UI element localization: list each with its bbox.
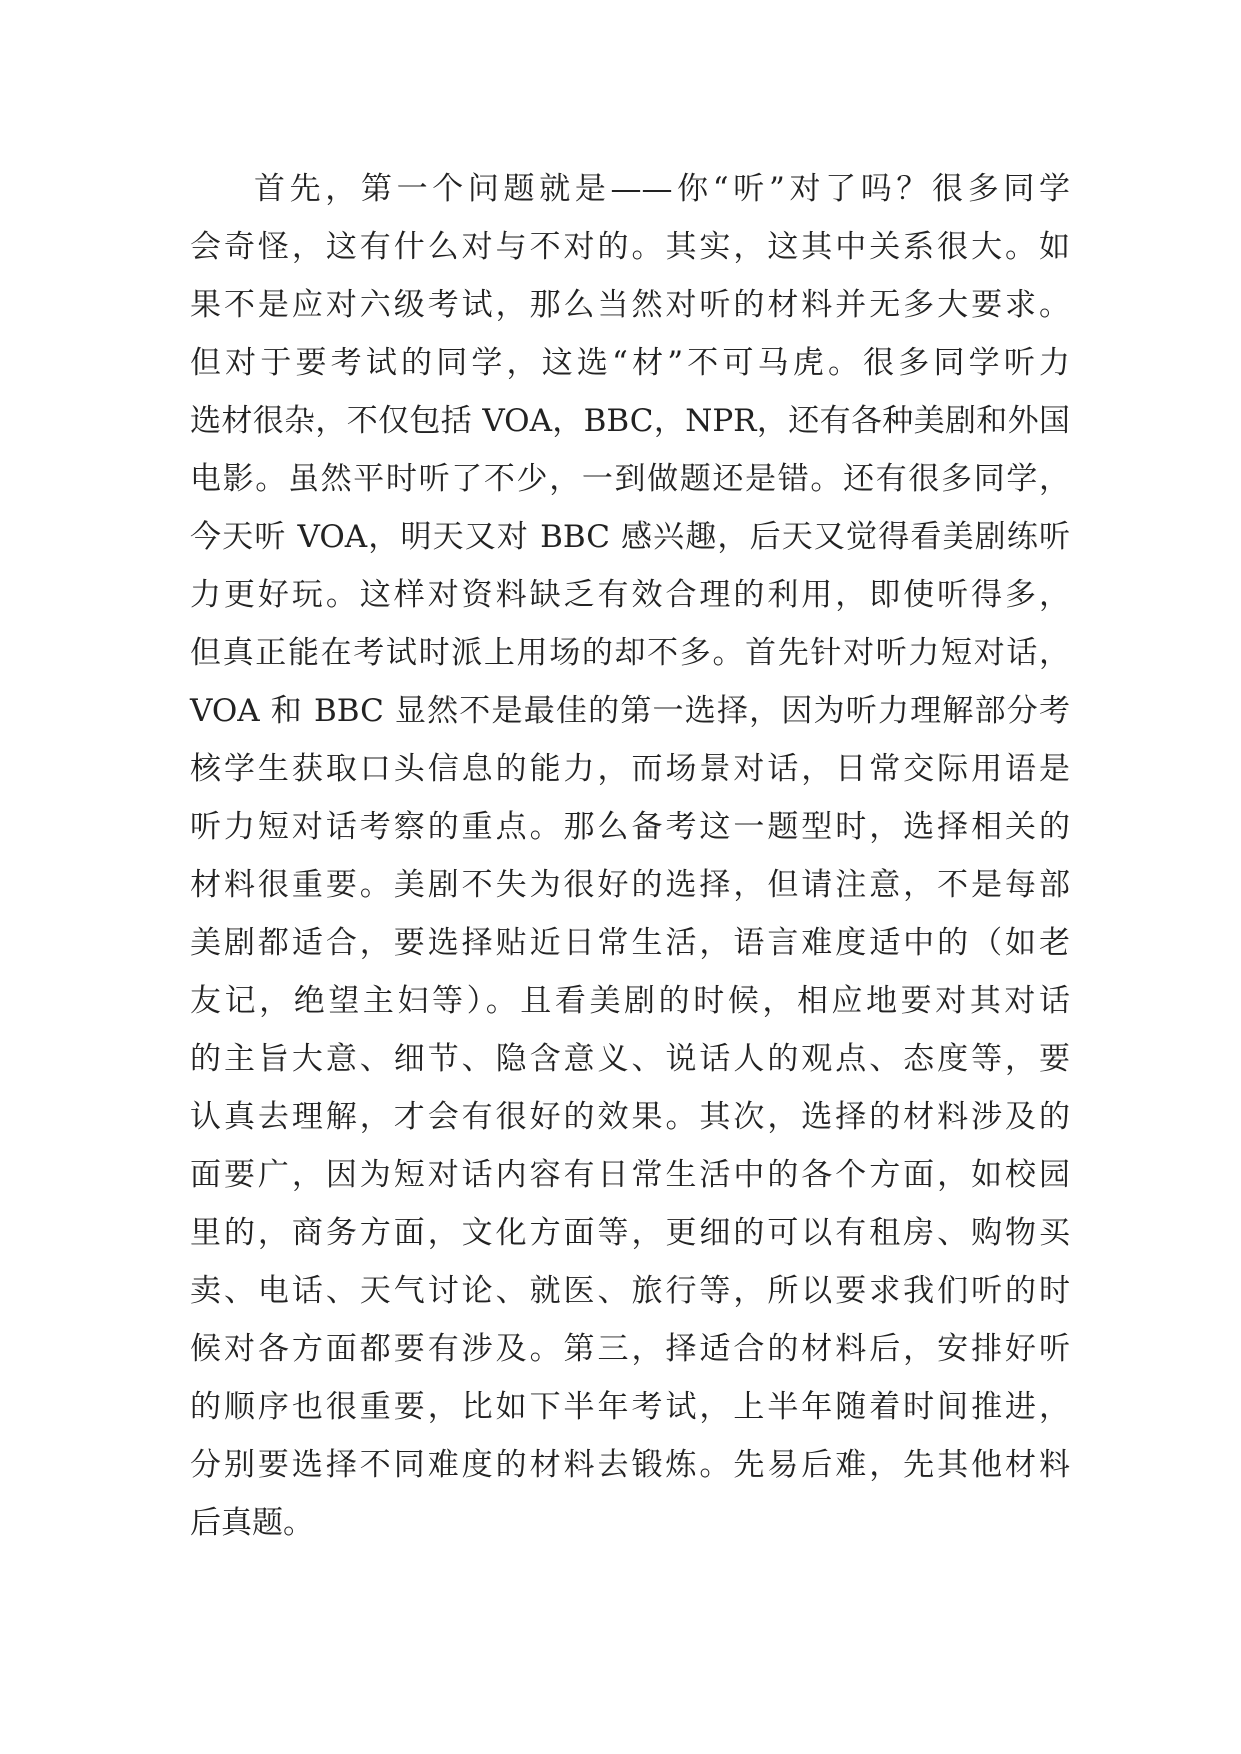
paragraph-line: 首先，第一个问题就是——你“听”对了吗？很多同学 <box>254 171 1070 207</box>
paragraph-line: 认真去理解，才会有很好的效果。其次，选择的材料涉及的 <box>190 1099 1070 1135</box>
paragraph-line: 果不是应对六级考试，那么当然对听的材料并无多大要求。 <box>190 287 1070 323</box>
paragraph-line: 后真题。 <box>190 1505 314 1541</box>
paragraph-line: 会奇怪，这有什么对与不对的。其实，这其中关系很大。如 <box>190 229 1070 265</box>
paragraph-line: 友记，绝望主妇等）。且看美剧的时候，相应地要对其对话 <box>190 983 1070 1019</box>
paragraph-line: 核学生获取口头信息的能力，而场景对话，日常交际用语是 <box>190 751 1070 787</box>
paragraph-line: 力更好玩。这样对资料缺乏有效合理的利用，即使听得多， <box>190 577 1070 613</box>
body-paragraph <box>190 160 1070 1552</box>
paragraph-line: VOA 和 BBC 显然不是最佳的第一选择，因为听力理解部分考 <box>190 693 1070 729</box>
paragraph-line: 分别要选择不同难度的材料去锻炼。先易后难，先其他材料 <box>190 1447 1070 1483</box>
paragraph-line: 但真正能在考试时派上用场的却不多。首先针对听力短对话， <box>190 635 1070 671</box>
paragraph-line: 材料很重要。美剧不失为很好的选择，但请注意，不是每部 <box>190 867 1070 903</box>
paragraph-line: 听力短对话考察的重点。那么备考这一题型时，选择相关的 <box>190 809 1070 845</box>
paragraph-line: 候对各方面都要有涉及。第三，择适合的材料后，安排好听 <box>190 1331 1070 1367</box>
paragraph-line: 美剧都适合，要选择贴近日常生活，语言难度适中的（如老 <box>190 925 1070 961</box>
paragraph-line: 电影。虽然平时听了不少，一到做题还是错。还有很多同学， <box>190 461 1070 497</box>
paragraph-line: 今天听 VOA，明天又对 BBC 感兴趣，后天又觉得看美剧练听 <box>190 519 1070 555</box>
paragraph-line: 选材很杂，不仅包括 VOA，BBC，NPR，还有各种美剧和外国 <box>190 403 1070 439</box>
paragraph-line: 卖、电话、天气讨论、就医、旅行等，所以要求我们听的时 <box>190 1273 1070 1309</box>
paragraph-line: 的主旨大意、细节、隐含意义、说话人的观点、态度等，要 <box>190 1041 1070 1077</box>
paragraph-line: 里的，商务方面，文化方面等，更细的可以有租房、购物买 <box>190 1215 1070 1251</box>
paragraph-line: 面要广，因为短对话内容有日常生活中的各个方面，如校园 <box>190 1157 1070 1193</box>
paragraph-line: 的顺序也很重要，比如下半年考试，上半年随着时间推进， <box>190 1389 1070 1425</box>
paragraph-line: 但对于要考试的同学，这选“材”不可马虎。很多同学听力 <box>190 345 1070 381</box>
